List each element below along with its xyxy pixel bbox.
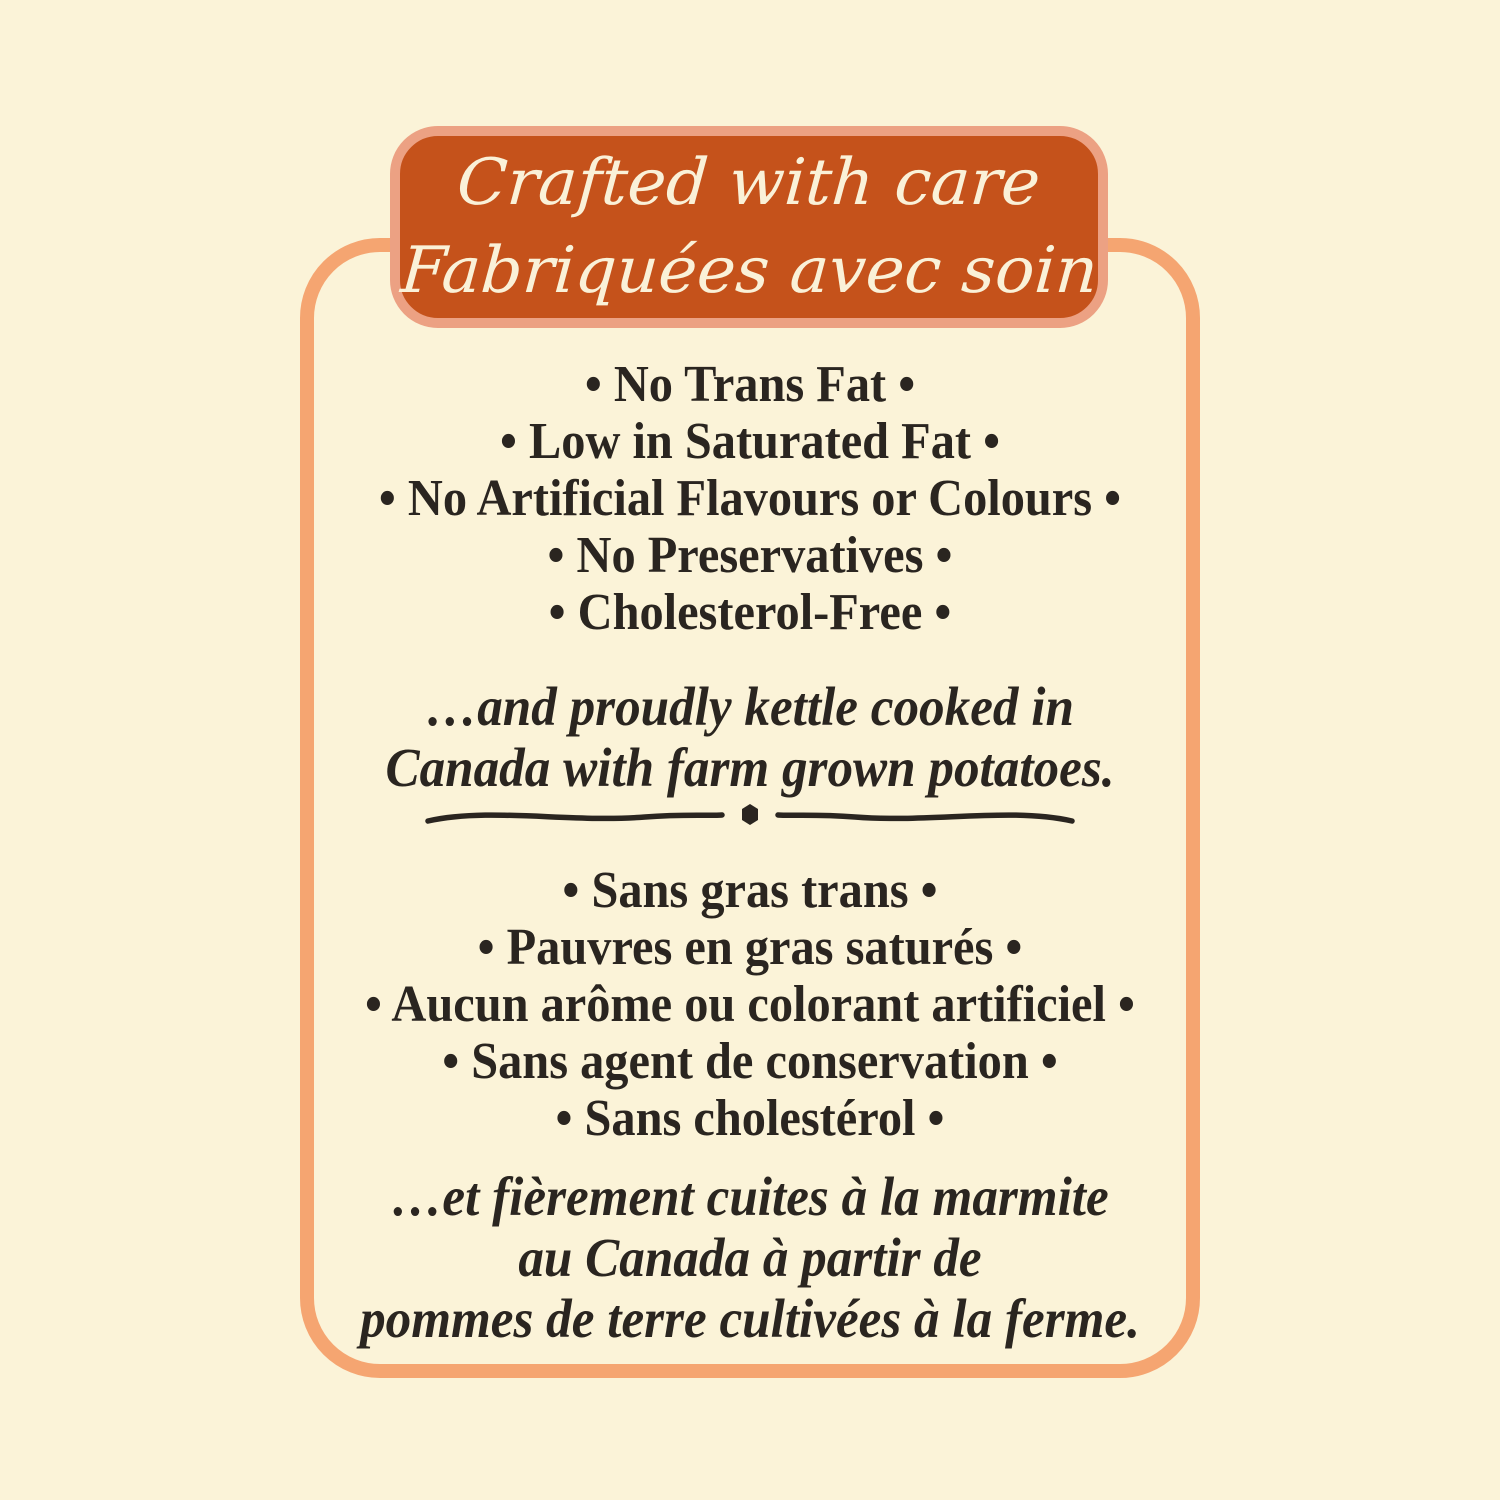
header-title-french: Fabriquées avec soin <box>398 234 1100 308</box>
claim-no-preservatives: • No Preservatives • <box>547 527 953 584</box>
header-title-english: Crafted with care <box>454 146 1044 220</box>
claim-aucun-arome: • Aucun arôme ou colorant artificiel • <box>365 976 1135 1033</box>
english-note-line-1: …and proudly kettle cooked in <box>426 676 1074 737</box>
french-note-line-2: au Canada à partir de <box>518 1227 982 1288</box>
divider-right-swash <box>778 815 1072 821</box>
claim-no-artificial-flavours: • No Artificial Flavours or Colours • <box>378 470 1122 527</box>
claim-no-trans-fat: • No Trans Fat • <box>584 356 916 413</box>
french-note-line-1: …et fièrement cuites à la marmite <box>391 1166 1109 1227</box>
claim-cholesterol-free: • Cholesterol-Free • <box>548 584 952 641</box>
divider-left-swash <box>428 815 722 821</box>
claim-low-saturated-fat: • Low in Saturated Fat • <box>499 413 1001 470</box>
divider-ornament <box>420 794 1080 838</box>
french-claims-list <box>332 862 1169 1147</box>
english-note-line-2: Canada with farm grown potatoes. <box>385 737 1115 798</box>
claim-sans-gras-trans: • Sans gras trans • <box>562 862 938 919</box>
claim-pauvres-gras-satures: • Pauvres en gras saturés • <box>477 919 1023 976</box>
french-note <box>332 1166 1169 1349</box>
english-claims-list <box>332 356 1169 641</box>
divider-center-dot <box>742 804 758 825</box>
french-note-line-3: pommes de terre cultivées à la ferme. <box>360 1288 1140 1349</box>
english-note <box>332 676 1169 798</box>
claim-sans-agent-conservation: • Sans agent de conservation • <box>442 1033 1058 1090</box>
header-banner <box>390 126 1108 328</box>
claim-sans-cholesterol: • Sans cholestérol • <box>555 1090 945 1147</box>
